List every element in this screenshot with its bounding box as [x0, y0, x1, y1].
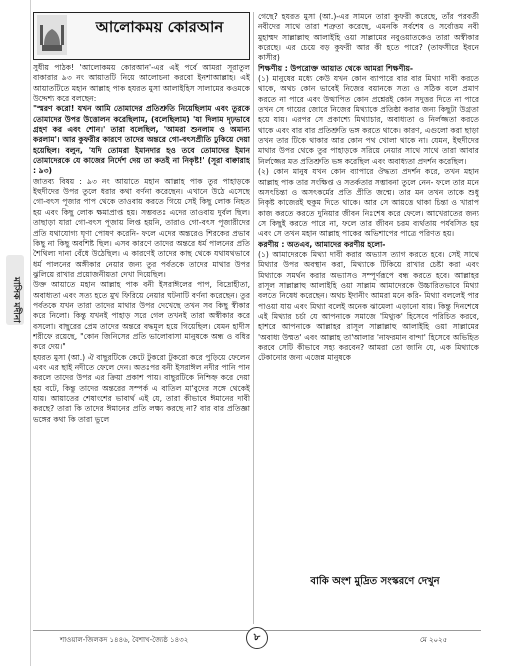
lesson-one: (১) মানুষের মধ্যে কেউ যখন কোন ব্যাপারে বার বার মিথ্যা দাবী করতে থাকে, অথচ কোন ভাবেই নিজের বয়ানকে সত্য ও সঠিক বলে প্রমাণ করতে না পারে এবং উত্থাপিত কোন প্রশ্নেরই কোন সদুত্তর দিতে না পারে তখন সে গায়ের জোরে নিজের মিথ্যাকে প্রতিষ্ঠা করার জন্য কিছুটা উগ্রতা হয়ে যায়। এরপর সে প্রকাশ্যে মিথ্যাচার, অবাধ্যতা ও নির্লজ্জতা করতে থাকে এবং বার বার প্রতিশ্রুতি ভঙ্গ করতে থাকে। কারণ, এগুলো করা ছাড়া তখন তার টিকে থাকার আর কোন পথ খোলা থাকে না। যেমন, ইহুদীদের মাথার উপর থেকে তুর পাহাড়কে সরিয়ে নেয়ার সাথে সাথে তারা আবার নির্লজ্জের মত প্রতিশ্রুতি ভঙ্গ করেছিল এবং অবাধ্যতা প্রদর্শন করেছিল।: [258, 74, 479, 166]
continue-in-print-note: বাকি অংশ মুদ্রিত সংস্করণে দেখুন: [310, 576, 440, 587]
magazine-sidebar: [0, 0, 31, 666]
context-paragraph: জাতব্য বিষয় : ৯৩ নং আয়াতে মহান আল্লাহ পাক তুর পাহাড়কে ইহুদীদের উপর তুলে ধরার কথা বর্ণনা করেছেন। এখানে উঠে এসেছে গো-বৎস পূজার পাপ থেকে তাওবায় করতে গিয়ে সেই কিছু লোক নিহত হয় এবং কিছু লোক ক্ষমাপ্রাপ্ত হয়। সম্ভবতঃ এদের তাওবায় দুর্বল ছিল। তাছাড়া যারা গো-বৎস পূজায় লিপ্ত হয়নি, তারাও গো-বৎস পূজারীদের প্রতি যথাযোগ্য ঘৃণা পোষণ করেনি- ফলে এদের অন্তরেও শিরকের প্রভাব কিছু না কিছু অবশিষ্ট ছিল। এসব কারণে তাদের অন্তরে ধর্ম পালনের প্রতি শৈথিল্য দানা বেঁধে উঠেছিল। এ কারণেই তাদের কাছ থেকে যথাযথভাবে ধর্ম পালনের অঙ্গীকার নেয়ার জন্য তুর পর্বতকে তাদের মাথার উপর ঝুলিয়ে রাখার প্রয়োজনীয়তা দেখা দিয়েছিল।: [33, 176, 250, 279]
lessons-heading: শিক্ষণীয় : উপরোক্ত আয়াত থেকে আমরা শিক্ষণীয়-: [258, 63, 414, 73]
right-column: [258, 12, 479, 567]
magazine-name: মাসিক মদীনা: [11, 277, 21, 323]
mosque-icon: [37, 15, 67, 55]
lesson-two: (২) কোন মানুষ যখন কোন ব্যাপারে ঔদ্ধত্য প্রদর্শন করে, তখন মহান আল্লাহ পাক তার সংক্ষিপ্ত ও সতর্কতার সম্ভাবনা তুলে নেন- ফলে তার মনে অসৎচিন্তা ও অসৎকর্মের প্রতি প্রীতি জন্মে। তার মন তখন তাকে শুধু নিকৃষ্ট কাজেরই হুকুম দিতে থাকে। আর সে আয়ত্তে থাকা চিন্তা ও খারাপ কাজ করতে করতে দুনিয়ার জীবন নিঃশেষ করে ফেলে। আখেরাতের জন্য সে কিছুই করতে পারে না, ফলে তার জীবন চরম ব্যর্থতায় পর্যবসিত হয় এবং সে তখন মহান আল্লাহ পাকের অভিশাপের পাত্রে পরিণত হয়।: [258, 167, 479, 239]
duty-one: (১) আমাদেরকে মিথ্যা দাবী করার অভ্যাস ত্যাগ করতে হবে। সেই সাথে মিথ্যার উপর অবস্থান করা, মিথ্যাকে টিকিয়ে রাখার চেষ্টা করা এবং মিথ্যাকে সমর্থন করার অভ্যাসও সম্পূর্ণরূপে বন্ধ করতে হবে। আল্লাহর রাসূল সাল্লাল্লাহু আলাইহি ওয়া সাল্লাম আমাদেরকে উচ্চারিতভাবে মিথ্যা বলতে নিষেধ করেছেন। অথচ ইদানীং আমরা মনে করি- মিথ্যা বললেই পার পাওয়া যায় এবং মিথ্যা বলেই অনেক ঝামেলা এড়ানো যায়। কিন্তু দিনশেষে এই মিথ্যার চর্চা যে আপনাকে সমাজে 'মিথ্যুক' হিসেবে পরিচিত করবে, হাশরে আপনাকে আল্লাহর রাসূল সাল্লাল্লাহু আলাইহি ওয়া সাল্লামের 'অবাধ্য উম্মত' এবং আল্লাহ তা'আলার 'নাফরমান বান্দা' হিসেবে অভিহিত করবে সেটি কীভাবে সহ্য করবেন? আমরা তো জানি যে, এক মিথ্যাকে টেকানোর জন্য এজেন্ন মানুষকে: [258, 249, 479, 363]
verse-translation: "স্মরণ করো! যখন আমি তোমাদের প্রতিশ্রুতি নিয়েছিলাম এবং তুরকে তোমাদের উপর উত্তোলন করেছিলাম, (বলেছিলাম) 'যা দিলাম দৃঢ়ভাবে গ্রহণ কর এবং শোন।' তারা বলেছিল, 'আমরা শুনলাম ও অমান্য করলাম'। আর কুফরীর কারণে তাদের অন্তরে গো-বৎসপ্রীতি ঢুকিয়ে দেয়া হয়েছিল। বলুন, 'যদি তোমরা ইমানদার হও তবে তোমাদের ইমান তোমাদেরকে যে কাজের নির্দেশ দেয় তা কতই না নিকৃষ্ট!' (সূরা বাক্বারাহ : ৯৩): [33, 104, 250, 176]
explanation-paragraph: উক্ত আয়াতে মহান আল্লাহ পাক বনী ইসরাঈলের পাপ, বিদ্রোহীতা, অবাধ্যতা এবং সত্য হতে মুখ ফিরিয়ে নেয়ার ঘটনাটি বর্ণনা করেছেন। তুর পর্বতকে যখন তারা তাদের মাথার উপর দেখেছে তখন সব কিছু স্বীকার করে নিলো। কিন্তু যখনই পাহাড় সরে গেল তখনই তারা অস্বীকার করে বসলো। বাছুরের প্রেম তাদের অন্তরে বদ্ধমূল হয়ে গিয়েছিল। যেমন হাদীস শরীফে রয়েছে, "কোন জিনিসের প্রতি ভালোবাসা মানুষকে অন্ধ ও বধির করে দেয়।": [33, 280, 250, 352]
section-header: [33, 12, 250, 60]
duties-heading: করণীয় : অতএব, আমাদের করণীয় হলো-: [258, 239, 386, 249]
footer-month-year: মে ২০২৫: [420, 636, 448, 644]
tafsir-continuation: গেছে? হযরত মুসা (আ.)-এর সামনে তারা কুফরী করেছে, তাঁর পরবর্তী নবীদের সাথে তারা শত্রুতা করেছে, এমনকি সর্বশেষ ও সর্বোত্তম নবী মুহাম্মদ সাল্লাল্লাহু আলাইহি ওয়া সাল্লামের নবুওয়াতকেও তারা অস্বীকার করেছে। এর চেয়ে বড় কুফরী আর কী হতে পারে? (তাফসীরে ইবনে কাসীর): [258, 12, 479, 63]
section-title: আলোকময় কোরআন: [95, 18, 224, 36]
left-column: [33, 12, 250, 624]
intro-paragraph: সুধীয় পাঠক! 'আলোকময় কোরআন'-এর এই পর্বে আমরা সূরাতুল বাকারার ৯৩ নং আয়াতটি নিয়ে আলোচনা করবো ইনশাআল্লাহ। এই আয়াতটিতে মহান আল্লাহ পাক হযরত মুসা আলাইহিস সালামের কওমকে উদ্দেশ্য করে বলছেন:: [33, 63, 250, 104]
tafsir-paragraph: হযরত মুসা (আ.) ঐ বাছুরটিকে কেটে টুকরো টুকরো করে পুড়িয়ে ফেলেন এবং এর ছাই নদীতে ফেলে দেন। অতঃপর বনী ইসরাঈল নদীর পানি পান করলে তাদের উপর এর ক্রিয়া প্রকাশ পায়। বাছুরটিকে নিশ্চিহ্ন করে দেয়া হয় বটে, কিন্তু তাদের অন্তরের সম্পর্ক এ বাতিল মা'বুদের সঙ্গে থেকেই যায়। আয়াতের শেষাংশের ভাবার্থ এই যে, তারা কীভাবে ঈমানের দাবী করছে? তারা কি তাদের ঈমানের প্রতি লক্ষ্য করছে না? বার বার প্রতিজ্ঞা ভঙ্গের কথা কি তারা ভুলে: [33, 352, 250, 424]
page-number: ৮: [246, 627, 268, 649]
magazine-logo: [6, 255, 24, 325]
column-divider: [253, 12, 254, 624]
footer-issue: শাওয়াল-জিলকদ ১৪৪৬, বৈশাখ-জ্যৈষ্ঠ ১৪৩২: [60, 636, 189, 644]
